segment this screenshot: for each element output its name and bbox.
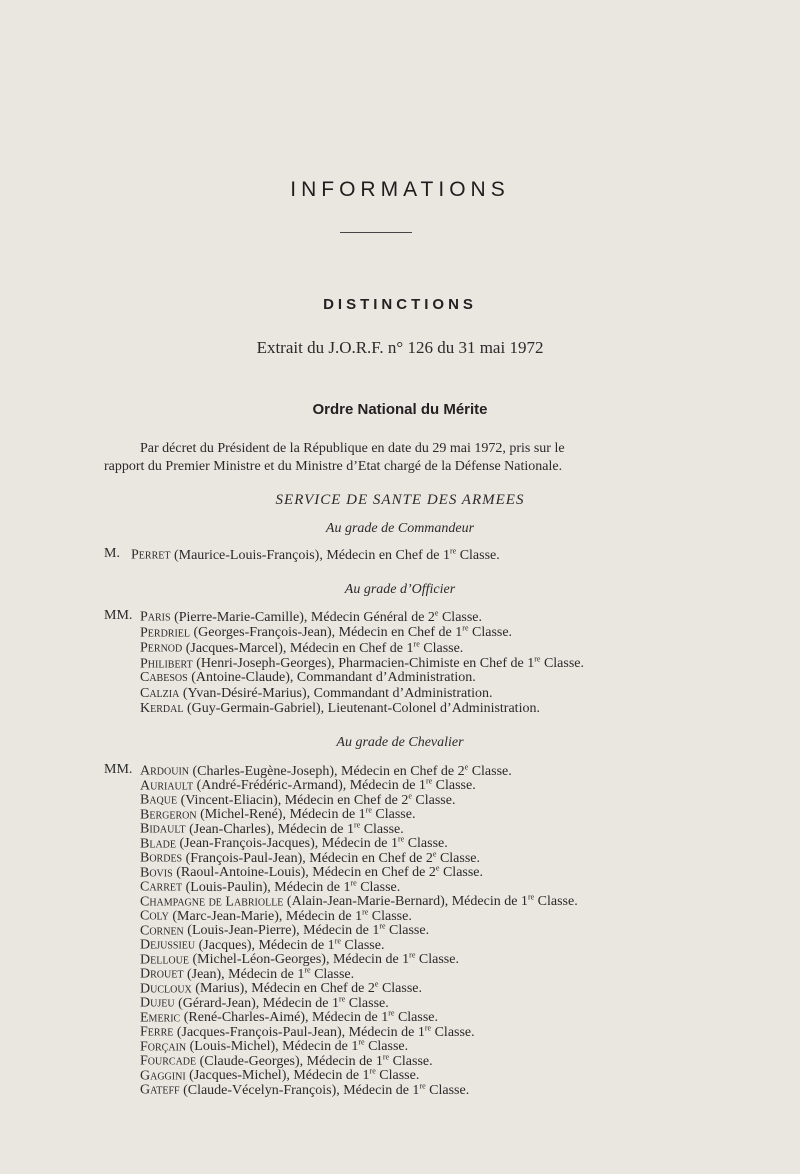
honoree-name: Forçain <box>140 1039 187 1055</box>
honoree-detail: (Marc-Jean-Marie), Médecin de 1re Classe. <box>168 907 412 924</box>
honoree-name: Pernod <box>140 640 183 656</box>
honoree-entry <box>140 701 540 717</box>
honoree-name: Bidault <box>140 821 186 837</box>
decree-paragraph <box>104 440 688 476</box>
honoree-name: Blade <box>140 836 176 852</box>
honoree-detail: (Jacques-Marcel), Médecin en Chef de 1re Classe. <box>182 639 464 656</box>
honoree-detail: (Georges-François-Jean), Médecin en Chef de 1re Classe. <box>190 623 513 641</box>
honoree-detail: (Alain-Jean-Marie-Bernard), Médecin de 1re Classe. <box>283 892 578 910</box>
order-title: Ordre National du Mérite <box>312 401 488 418</box>
honoree-detail: (François-Paul-Jean), Médecin en Chef de 2e Classe. <box>182 849 480 866</box>
honoree-detail: (Jacques), Médecin de 1re Classe. <box>195 936 385 953</box>
honoree-name: Kerdal <box>140 701 184 716</box>
honoree-name: Auriault <box>140 778 194 794</box>
honoree-detail: (Jean-François-Jacques), Médecin de 1re Classe. <box>176 834 448 852</box>
honoree-name: Carret <box>140 879 183 895</box>
honoree-entry <box>140 1081 469 1099</box>
honoree-name: Bergeron <box>140 807 197 823</box>
honoree-name: Paris <box>140 609 171 625</box>
honoree-detail: (Jean-Charles), Médecin de 1re Classe. <box>185 820 404 837</box>
honoree-name: Gaggini <box>140 1068 186 1084</box>
honoree-detail: (Louis-Jean-Pierre), Médecin de 1re Classe. <box>183 921 430 939</box>
honoree-detail: (Claude-Georges), Médecin de 1re Classe. <box>196 1052 433 1069</box>
honoree-detail: (Michel-René), Médecin de 1re Classe. <box>196 805 416 823</box>
honoree-name: Drouet <box>140 966 184 982</box>
honoree-detail: (Jacques-Michel), Médecin de 1re Classe. <box>185 1066 420 1084</box>
honoree-name: Calzia <box>140 685 180 701</box>
honoree-detail: (Antoine-Claude), Commandant d’Administration. <box>187 670 476 685</box>
honoree-name: Perret <box>131 547 171 563</box>
honoree-name: Dujeu <box>140 995 175 1011</box>
service-heading: SERVICE DE SANTE DES ARMEES <box>275 492 525 508</box>
honoree-detail: (Guy-Germain-Gabriel), Lieutenant-Colonel d’Administration. <box>183 701 540 716</box>
honoree-name: Ardouin <box>140 763 189 779</box>
page-title: INFORMATIONS <box>290 178 510 201</box>
honoree-detail: (Jacques-François-Paul-Jean), Médecin de 1re Classe. <box>173 1023 475 1040</box>
prefix-officier: MM. <box>104 608 133 623</box>
honoree-name: Ferre <box>140 1024 174 1040</box>
honoree-detail: (Marius), Médecin en Chef de 2e Classe. <box>191 979 423 997</box>
honoree-detail: (Louis-Paulin), Médecin de 1re Classe. <box>182 878 401 895</box>
section-heading: DISTINCTIONS <box>323 296 477 313</box>
honoree-detail: (René-Charles-Aimé), Médecin de 1re Classe. <box>180 1008 438 1026</box>
honoree-detail: (Michel-Léon-Georges), Médecin de 1re Classe. <box>189 950 459 968</box>
honoree-name: Fourcade <box>140 1053 197 1069</box>
honoree-detail: (Pierre-Marie-Camille), Médecin Général de 2e Classe. <box>170 608 483 625</box>
honoree-detail: (Yvan-Désiré-Marius), Commandant d’Administration. <box>179 685 493 701</box>
honoree-entry <box>140 670 476 686</box>
honoree-detail: (Louis-Michel), Médecin de 1re Classe. <box>186 1037 409 1055</box>
extract-line: Extrait du J.O.R.F. n° 126 du 31 mai 1972 <box>256 338 544 357</box>
honoree-detail: (Henri-Joseph-Georges), Pharmacien-Chimiste en Chef de 1re Classe. <box>192 654 584 672</box>
prefix-chevalier: MM. <box>104 762 133 777</box>
honoree-name: Dejussieu <box>140 937 196 953</box>
decree-line: Par décret du Président de la République en date du 29 mai 1972, pris sur le <box>140 441 565 456</box>
grade-heading-commandeur: Au grade de Commandeur <box>325 521 475 536</box>
honoree-name: Ducloux <box>140 981 192 997</box>
honoree-detail: (Gérard-Jean), Médecin de 1re Classe. <box>174 994 389 1011</box>
grade-heading-officier: Au grade d’Officier <box>344 582 456 597</box>
honoree-name: Perdriel <box>140 625 191 641</box>
honoree-name: Champagne de Labriolle <box>140 894 284 910</box>
honoree-detail: (André-Frédéric-Armand), Médecin de 1re Classe. <box>193 776 476 794</box>
honoree-detail: (Vincent-Eliacin), Médecin en Chef de 2e Classe. <box>177 791 456 808</box>
honoree-entry <box>140 686 492 702</box>
title-rule <box>340 232 412 233</box>
honoree-detail: (Maurice-Louis-François), Médecin en Chef de 1re Classe. <box>170 546 500 563</box>
honoree-name: Coly <box>140 908 169 924</box>
honoree-name: Gateff <box>140 1082 180 1098</box>
honoree-entry <box>131 546 500 564</box>
honoree-name: Cornen <box>140 923 184 939</box>
honoree-name: Delloue <box>140 952 189 968</box>
prefix-commandeur: M. <box>104 546 120 561</box>
honoree-detail: (Claude-Vécelyn-François), Médecin de 1re Classe. <box>179 1081 470 1098</box>
decree-line: rapport du Premier Ministre et du Ministre d’Etat chargé de la Défense Nationale. <box>104 459 563 474</box>
honoree-detail: (Raoul-Antoine-Louis), Médecin en Chef de 2e Classe. <box>172 863 484 881</box>
honoree-name: Bovis <box>140 865 173 881</box>
honoree-name: Emeric <box>140 1010 181 1026</box>
grade-heading-chevalier: Au grade de Chevalier <box>336 735 464 750</box>
honoree-name: Cabesos <box>140 670 188 685</box>
honoree-detail: (Charles-Eugène-Joseph), Médecin en Chef de 2e Classe. <box>189 762 512 779</box>
honoree-name: Baque <box>140 792 178 808</box>
honoree-name: Philibert <box>140 656 193 672</box>
honoree-name: Bordes <box>140 850 183 866</box>
honoree-detail: (Jean), Médecin de 1re Classe. <box>183 965 355 982</box>
